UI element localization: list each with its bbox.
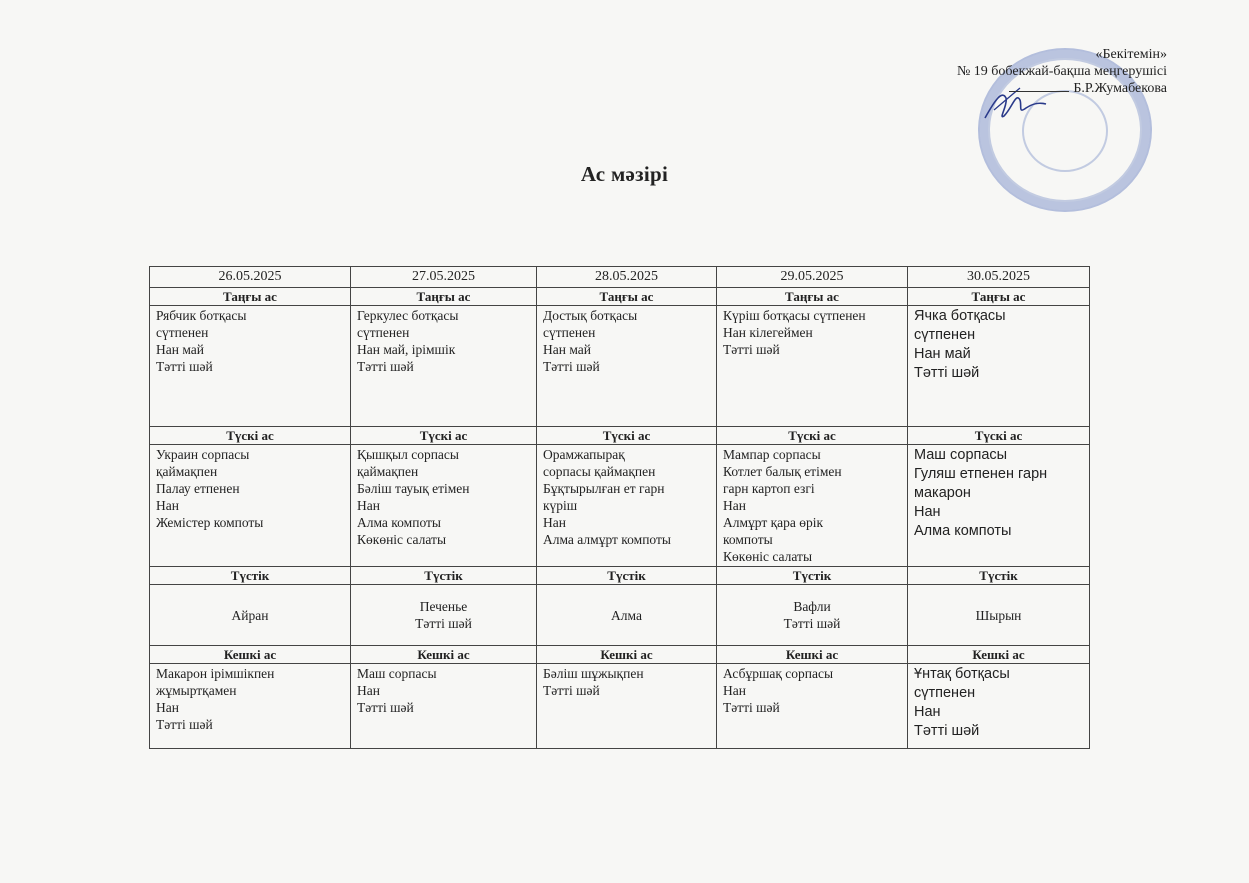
date-header-cell: 29.05.2025 <box>717 267 908 288</box>
dish-item: Көкөніс салаты <box>723 549 813 564</box>
dish-item: Достық ботқасы <box>543 308 638 323</box>
dishes-cell <box>150 664 351 749</box>
dish-item: Алма алмұрт компоты <box>543 532 671 547</box>
dish-item: Вафли <box>793 599 831 614</box>
dish-item: Печенье <box>419 599 468 614</box>
meal-name-cell: Түстік <box>537 567 717 585</box>
dish-item: Нан <box>723 683 746 698</box>
dish-item: Нан <box>357 498 380 513</box>
meal-name-cell: Түскі ас <box>150 427 351 445</box>
dishes-cell <box>717 585 908 646</box>
dishes-cell <box>537 585 717 646</box>
page-title: Ас мәзірі <box>580 162 669 186</box>
meal-name-cell: Кешкі ас <box>150 646 351 664</box>
dish-item: Бұқтырылған ет гарн <box>543 481 665 496</box>
dish-item: Тәтті шәй <box>156 359 213 374</box>
dish-item: қаймақпен <box>357 464 419 479</box>
dish-item: сүтпенен <box>914 327 976 343</box>
dish-item: Нан май <box>914 346 971 362</box>
dish-item: Нан май <box>156 342 205 357</box>
approval-block <box>957 46 1167 97</box>
meal-name-cell: Таңғы ас <box>351 288 537 306</box>
meal-name-cell: Таңғы ас <box>717 288 908 306</box>
dish-item: сүтпенен <box>357 325 410 340</box>
dish-item: Тәтті шәй <box>415 616 472 631</box>
meal-header-row <box>150 288 1090 306</box>
meal-name-cell: Түстік <box>351 567 537 585</box>
dish-item: Күріш ботқасы сүтпенен <box>723 308 866 323</box>
dish-item: Нан кілегеймен <box>723 325 813 340</box>
dishes-cell <box>908 664 1090 749</box>
dish-item: Тәтті шәй <box>914 365 980 381</box>
dish-item: Нан <box>156 700 179 715</box>
meal-dishes-row <box>150 306 1090 427</box>
date-header-cell: 26.05.2025 <box>150 267 351 288</box>
meal-name-cell: Түскі ас <box>351 427 537 445</box>
meal-name-cell: Кешкі ас <box>717 646 908 664</box>
dish-item: Нан <box>914 504 941 520</box>
date-header-row <box>150 267 1090 288</box>
dish-item: Нан <box>357 683 380 698</box>
dishes-cell <box>537 664 717 749</box>
dishes-cell <box>908 445 1090 567</box>
approval-position: № 19 бобекжай-бақша меңгерушісі <box>956 64 1167 79</box>
dishes-cell <box>150 306 351 427</box>
meal-header-row <box>150 567 1090 585</box>
dish-item: Мампар сорпасы <box>723 447 821 462</box>
menu-table <box>149 266 1090 749</box>
dish-item: Нан <box>914 704 941 720</box>
dishes-cell <box>351 585 537 646</box>
meal-name-cell: Кешкі ас <box>351 646 537 664</box>
dish-item: Алма <box>611 607 642 623</box>
dishes-cell <box>351 306 537 427</box>
dish-item: Тәтті шәй <box>543 683 600 698</box>
dish-item: сүтпенен <box>914 685 976 701</box>
dish-item: Макарон ірімшікпен <box>156 666 275 681</box>
dish-item: Тәтті шәй <box>156 717 213 732</box>
meal-dishes-row <box>150 445 1090 567</box>
dish-item: Бәліш шұжықпен <box>543 666 644 681</box>
dish-item: Нан <box>156 498 179 513</box>
dishes-cell <box>150 445 351 567</box>
meal-name-cell: Түскі ас <box>908 427 1090 445</box>
dishes-cell <box>351 664 537 749</box>
dish-item: Көкөніс салаты <box>357 532 447 547</box>
dish-item: Тәтті шәй <box>357 700 414 715</box>
dish-item: Нан май <box>543 342 592 357</box>
dish-item: күріш <box>543 498 578 513</box>
dish-item: сүтпенен <box>156 325 209 340</box>
meal-dishes-row <box>150 585 1090 646</box>
meal-name-cell: Таңғы ас <box>150 288 351 306</box>
dish-item: Тәтті шәй <box>357 359 414 374</box>
dish-item: Нан май, ірімшік <box>357 342 456 357</box>
meal-name-cell: Таңғы ас <box>908 288 1090 306</box>
dish-item: Геркулес ботқасы <box>357 308 459 323</box>
dishes-cell <box>908 306 1090 427</box>
dish-item: Рябчик ботқасы <box>156 308 247 323</box>
dish-item: сорпасы қаймақпен <box>543 464 656 479</box>
meal-header-row <box>150 646 1090 664</box>
meal-name-cell: Кешкі ас <box>537 646 717 664</box>
dishes-cell <box>717 306 908 427</box>
dish-item: Алмұрт қара өрік <box>723 515 824 530</box>
meal-header-row <box>150 427 1090 445</box>
date-header-cell: 28.05.2025 <box>537 267 717 288</box>
dish-item: Айран <box>231 607 269 623</box>
meal-name-cell: Таңғы ас <box>537 288 717 306</box>
approval-heading: «Бекітемін» <box>1095 47 1167 62</box>
dish-item: Тәтті шәй <box>723 342 780 357</box>
dish-item: Котлет балық етімен <box>723 464 842 479</box>
dish-item: Тәтті шәй <box>783 616 841 631</box>
meal-name-cell: Түстік <box>908 567 1090 585</box>
dish-item: Қышқыл сорпасы <box>357 447 459 462</box>
date-header-cell: 30.05.2025 <box>908 267 1090 288</box>
dishes-cell <box>717 445 908 567</box>
dish-item: Алма компоты <box>357 515 441 530</box>
meal-name-cell: Түскі ас <box>717 427 908 445</box>
meal-name-cell: Түстік <box>150 567 351 585</box>
meal-name-cell: Түскі ас <box>537 427 717 445</box>
dishes-cell <box>351 445 537 567</box>
dish-item: Тәтті шәй <box>914 723 980 739</box>
dish-item: Алма компоты <box>914 523 1012 539</box>
approval-name-line <box>957 80 1167 97</box>
dishes-cell <box>537 445 717 567</box>
dish-item: Ұнтақ ботқасы <box>914 666 1010 682</box>
dish-item: жұмыртқамен <box>156 683 237 698</box>
dishes-cell <box>150 585 351 646</box>
date-header-cell: 27.05.2025 <box>351 267 537 288</box>
dish-item: сүтпенен <box>543 325 596 340</box>
dish-item: Ячка ботқасы <box>914 308 1006 324</box>
dish-item: Шырын <box>975 607 1022 623</box>
dish-item: Нан <box>723 498 746 513</box>
dish-item: Палау етпенен <box>156 481 240 496</box>
dishes-cell <box>717 664 908 749</box>
dish-item: Тәтті шәй <box>543 359 600 374</box>
dish-item: Бәліш тауық етімен <box>357 481 470 496</box>
dish-item: Тәтті шәй <box>723 700 780 715</box>
meal-dishes-row <box>150 664 1090 749</box>
dish-item: компоты <box>723 532 773 547</box>
dish-item: Нан <box>543 515 566 530</box>
dish-item: Маш сорпасы <box>914 447 1008 463</box>
meal-name-cell: Түстік <box>717 567 908 585</box>
dish-item: макарон <box>914 485 971 501</box>
dish-item: қаймақпен <box>156 464 218 479</box>
dish-item: Жемістер компоты <box>156 515 264 530</box>
dish-item: Маш сорпасы <box>357 666 437 681</box>
meal-name-cell: Кешкі ас <box>908 646 1090 664</box>
dish-item: Асбұршақ сорпасы <box>723 666 834 681</box>
approval-name: Б.Р.Жумабекова <box>1073 81 1167 96</box>
dish-item: Украин сорпасы <box>156 447 250 462</box>
dish-item: Гуляш етпенен гарн <box>914 466 1048 482</box>
dish-item: гарн картоп езгі <box>723 481 815 496</box>
dishes-cell <box>537 306 717 427</box>
dishes-cell <box>908 585 1090 646</box>
dish-item: Орамжапырақ <box>543 447 625 462</box>
